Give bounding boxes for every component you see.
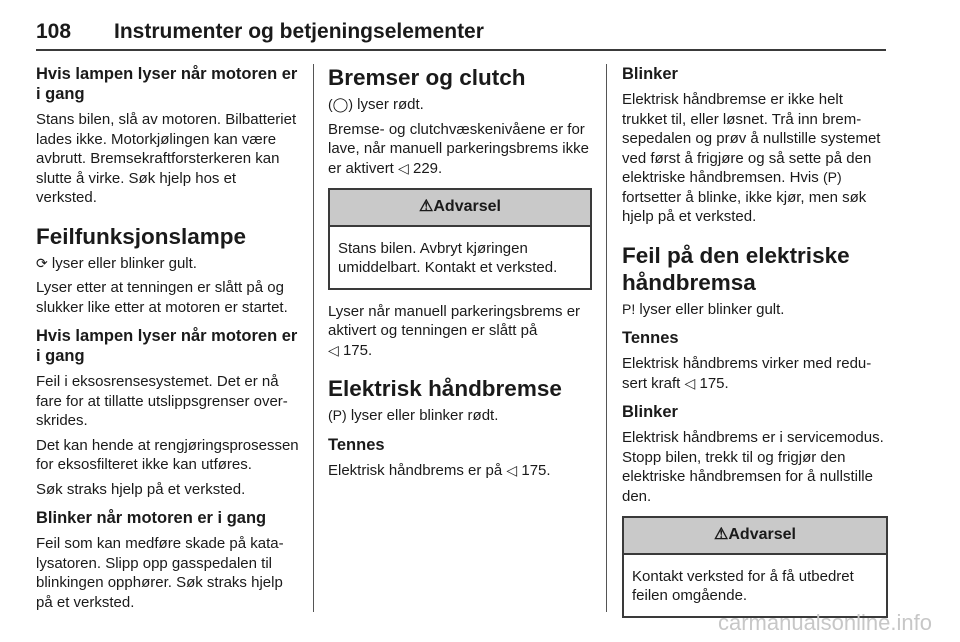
section-title: Feil på den elektriske håndbremsa: [622, 242, 850, 295]
status-line: (P) lyser eller blinker rødt.: [328, 407, 499, 424]
brake-warning-icon: (◯): [328, 96, 353, 112]
page-number: 108: [36, 20, 72, 43]
section-heading: Tennes: [328, 435, 385, 454]
header-rule: [36, 49, 886, 51]
paragraph: Bremse- og clutchvæskenivåene er for lave, når manuell parkeringsbrems ikke er aktivert ◁ 229.: [328, 120, 589, 177]
running-title: Instrumenter og betjeningselementer: [114, 20, 484, 43]
column-divider: [606, 64, 607, 612]
status-line: P! lyser eller blinker gult.: [622, 300, 785, 318]
warning-text: Stans bilen. Avbryt kjøringen umiddelbart. Kontakt et verksted.: [338, 239, 558, 276]
section-heading: Blinker: [622, 403, 678, 421]
section-heading: Tennes: [622, 329, 679, 347]
paragraph: Søk straks hjelp på et verksted.: [36, 480, 246, 498]
paragraph: Elektrisk håndbremse er ikke helt trukket til, eller løsnet. Trå inn bremsepedalen og prøv å nullstille systemet ved først å frigjøre og så sette på den elektriske håndbremsen. Hvis (P) fortsetter å blinke, ikke kjør, men søk hjelp på et verksted.: [622, 91, 881, 225]
column-1: [36, 64, 301, 617]
engine-malfunction-icon: ⟳: [36, 254, 48, 271]
warning-header: ⚠Advarsel: [330, 190, 590, 227]
paragraph: Elektrisk håndbrems virker med redusert kraft ◁ 175.: [622, 355, 872, 392]
section-heading: Blinker når motoren er i gang: [36, 509, 267, 527]
paragraph: Feil i eksosrensesystemet. Det er nå fare for at tillatte utslippsgrenser overskrides.: [36, 373, 288, 429]
reference-arrow-icon: ◁: [684, 374, 696, 391]
reference-arrow-icon: ◁: [506, 461, 518, 478]
paragraph: Stans bilen, slå av motoren. Bilbatteriet lades ikke. Motorkjølingen kan være avbrutt. Bremsekraftforsterkeren kan slutte å virke. Søk hjelp hos et verksted.: [36, 111, 297, 206]
paragraph: Elektrisk håndbrems er i servicemodus. Stopp bilen, trekk til og frigjør den elektriske håndbremsen for å nullstille den.: [622, 429, 884, 505]
parking-brake-fault-icon: P!: [622, 300, 636, 317]
column-3: [622, 64, 888, 630]
parking-brake-icon: (P): [822, 169, 842, 185]
section-title: Bremser og clutch: [328, 65, 526, 90]
warning-header: ⚠Advarsel: [624, 518, 886, 555]
warning-text: Kontakt verksted for å få utbedret feilen omgående.: [632, 567, 854, 604]
column-divider: [313, 64, 314, 612]
section-heading: Hvis lampen lyser når motoren er i gang: [36, 327, 298, 365]
status-line: ⟳ lyser eller blinker gult.: [36, 254, 197, 272]
paragraph: Elektrisk håndbrems er på ◁ 175.: [328, 461, 551, 479]
status-line: (◯) lyser rødt.: [328, 96, 424, 113]
column-2: [328, 64, 592, 485]
paragraph: Lyser etter at tenningen er slått på og slukker like etter at motoren er startet.: [36, 279, 288, 316]
reference-arrow-icon: ◁: [398, 159, 409, 176]
paragraph: Lyser når manuell parkeringsbrems er aktivert og tenningen er slått på ◁ 175.: [328, 302, 581, 359]
section-title: Elektrisk håndbremse: [328, 376, 562, 401]
watermark: carmanualsonline.info: [717, 610, 932, 635]
section-heading: Hvis lampen lyser når motoren er i gang: [36, 65, 298, 103]
paragraph: Feil som kan medføre skade på katalysatoren. Slipp opp gasspedalen til blinkingen opphører. Søk straks hjelp på et verksted.: [36, 535, 284, 611]
parking-brake-icon: (P): [328, 407, 347, 423]
page-header: [36, 20, 886, 50]
section-heading: Blinker: [622, 65, 678, 83]
warning-box: [328, 188, 592, 290]
paragraph: Det kan hende at rengjøringsprosessen for eksosfilteret ikke kan utføres.: [36, 436, 299, 473]
reference-arrow-icon: ◁: [328, 341, 339, 358]
section-title: Feilfunksjonslampe: [36, 223, 247, 249]
warning-box: [622, 516, 888, 618]
warning-triangle-icon: ⚠: [714, 526, 729, 543]
warning-triangle-icon: ⚠: [419, 198, 434, 215]
